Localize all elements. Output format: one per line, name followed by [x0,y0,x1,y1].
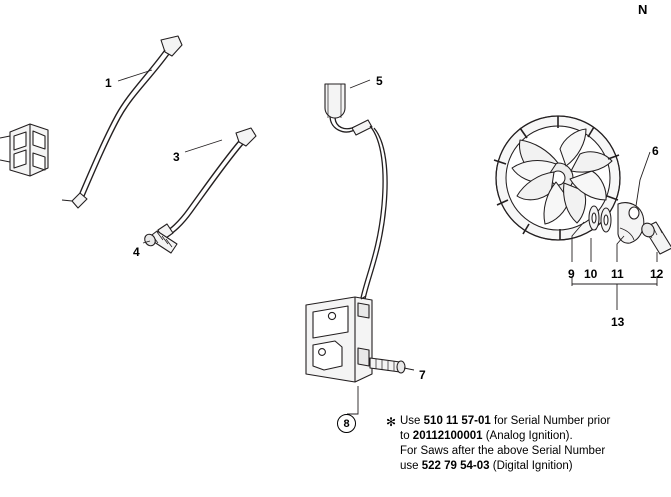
callout-1: 1 [105,76,112,90]
callout-7: 7 [419,368,426,382]
callout-8-circled: 8 [337,414,356,433]
serial-number-note [386,414,611,474]
part-1-ignition-lead [62,36,182,208]
part-9-washer [589,206,599,230]
note-line-2: to 20112100001 (Analog Ignition). [400,430,573,442]
corner-mark: N [638,2,648,17]
part-5-hv-cable [361,126,387,299]
callout-9: 9 [568,267,575,281]
callout-5: 5 [376,74,383,88]
asterisk-icon: ✻ [386,415,397,429]
callout-13: 13 [611,315,625,329]
note-line-1: Use 510 11 57-01 for Serial Number prior [400,415,611,427]
callout-6: 6 [652,144,659,158]
part-11-lever [618,203,644,244]
callout-4: 4 [133,245,140,259]
callout-12: 12 [650,267,664,281]
note-line-4: use 522 79 54-03 (Digital Ignition) [400,460,573,472]
callout-3: 3 [173,150,180,164]
callout-11: 11 [611,267,624,281]
part-connector-block [0,124,48,176]
part-12-bolt [639,221,671,254]
part-5-spark-plug-boot [325,84,372,135]
callout-10: 10 [584,267,598,281]
note-line-3: For Saws after the above Serial Number [400,445,606,457]
part-7-screw [370,358,405,373]
part-8-ignition-module [306,296,372,382]
part-10-washer [601,208,611,232]
